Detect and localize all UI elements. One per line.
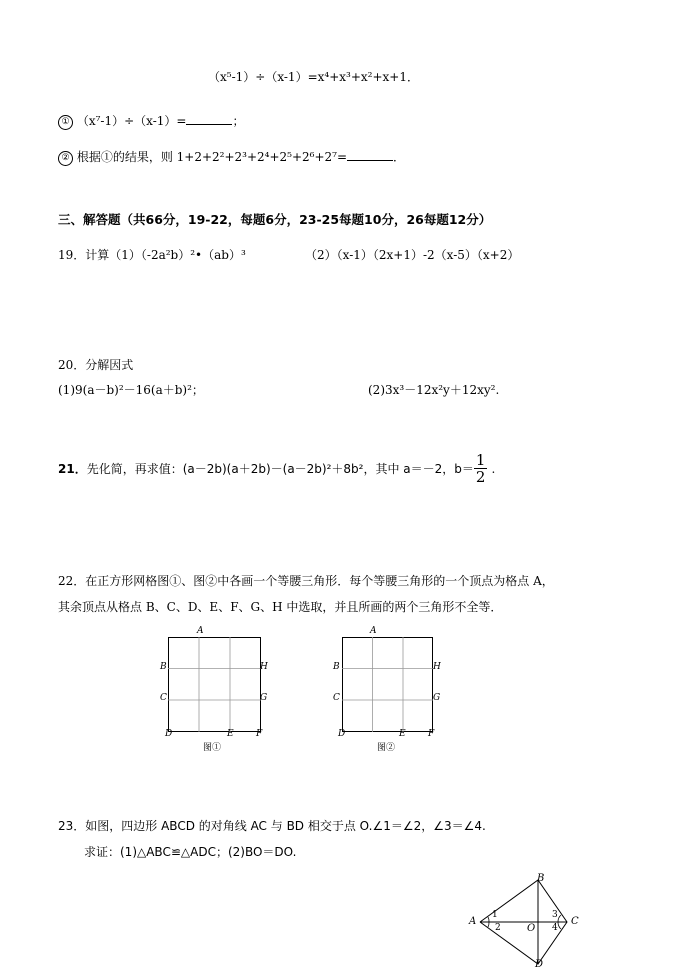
fig23-angle-4: 4 [552, 923, 558, 933]
fig2-label-f: F [428, 729, 435, 739]
q21-fraction [474, 452, 488, 485]
fig1-label-b: B [160, 662, 167, 672]
fig2-label-a: A [370, 626, 377, 636]
q22-line1: 22．在正方形网格图①、图②中各画一个等腰三角形．每个等腰三角形的一个顶点为格点 A， [58, 574, 554, 588]
q18-part2-number: ② [58, 151, 73, 166]
fig23-label-c: C [571, 916, 579, 927]
section3-title: 三、解答题（共66分，19-22，每题6分，23-25每题10分，26每题12分） [58, 212, 492, 227]
q23-line1: 23．如图，四边形 ABCD 的对角线 AC 与 BD 相交于点 O.∠1＝∠2，∠3＝∠4. [58, 819, 486, 833]
q18-part1-text: （x⁷-1）÷（x-1）= [76, 114, 187, 128]
q18-part2-end: ． [393, 150, 406, 164]
q20-part2: (2)3x³－12x²y＋12xy². [368, 383, 500, 397]
fig2-label-h: H [433, 662, 441, 672]
q18-part2 [58, 148, 405, 166]
q21 [58, 452, 495, 492]
q20-title: 20．分解因式 [58, 358, 134, 372]
fig2-label-g: G [433, 693, 441, 703]
fig23-angle-3: 3 [552, 910, 558, 920]
fig23-label-o: O [527, 923, 536, 934]
q18-part1-number: ① [58, 115, 73, 130]
q19-part2: （2）（x-1）（2x+1）-2（x-5）（x+2） [305, 248, 520, 262]
fig23-label-a: A [469, 916, 477, 927]
fig23-angle-1: 1 [492, 910, 498, 920]
q21-frac-den: 2 [475, 468, 486, 486]
fig1-label-c: C [160, 693, 167, 703]
fig23-label-b: B [537, 873, 545, 884]
q18-example: （x⁵-1）÷（x-1）=x⁴+x³+x²+x+1． [208, 70, 419, 84]
q18-part2-blank[interactable] [347, 150, 393, 161]
fig1-label-g: G [260, 693, 268, 703]
fig2-label-b: B [333, 662, 340, 672]
q23-line2: 求证：(1)△ABC≌△ADC；(2)BO＝DO. [84, 845, 297, 859]
q18-part1-blank[interactable] [186, 114, 232, 125]
fig1-label-d: D [165, 729, 173, 739]
fig1-caption: 图① [203, 743, 222, 753]
q21-frac-num: 1 [475, 451, 486, 469]
q21-text: 先化简，再求值：(a－2b)(a＋2b)－(a－2b)²＋8b²，其中 a＝－2，b＝ [86, 462, 474, 476]
fig2-label-e: E [399, 729, 406, 739]
q22-line2: 其余顶点从格点 B、C、D、E、F、G、H 中选取，并且所画的两个三角形不全等． [58, 600, 503, 614]
q21-end: . [491, 461, 496, 476]
fig1-label-f: F [256, 729, 263, 739]
q21-label: 21． [58, 462, 87, 476]
fig1-label-a: A [197, 626, 204, 636]
q18-part1-end: ； [232, 114, 245, 128]
fig23-angle-2: 2 [495, 923, 501, 933]
fig1-label-e: E [227, 729, 234, 739]
q18-part2-text: 根据①的结果，则 1+2+2²+2³+2⁴+2⁵+2⁶+2⁷= [76, 150, 348, 164]
grid-figure-2 [342, 637, 433, 732]
grid-figure-1 [168, 637, 261, 732]
q18-part1 [58, 112, 244, 130]
fig23-label-d: D [535, 959, 544, 970]
fig2-label-c: C [333, 693, 340, 703]
fig2-label-d: D [338, 729, 346, 739]
q20-part1: (1)9(a－b)²－16(a＋b)²； [58, 383, 204, 397]
quadrilateral-figure [470, 872, 580, 972]
fig2-caption: 图② [377, 743, 396, 753]
q19-part1: 19．计算（1）（-2a²b）²•（ab）³ [58, 248, 246, 262]
fig1-label-h: H [260, 662, 268, 672]
